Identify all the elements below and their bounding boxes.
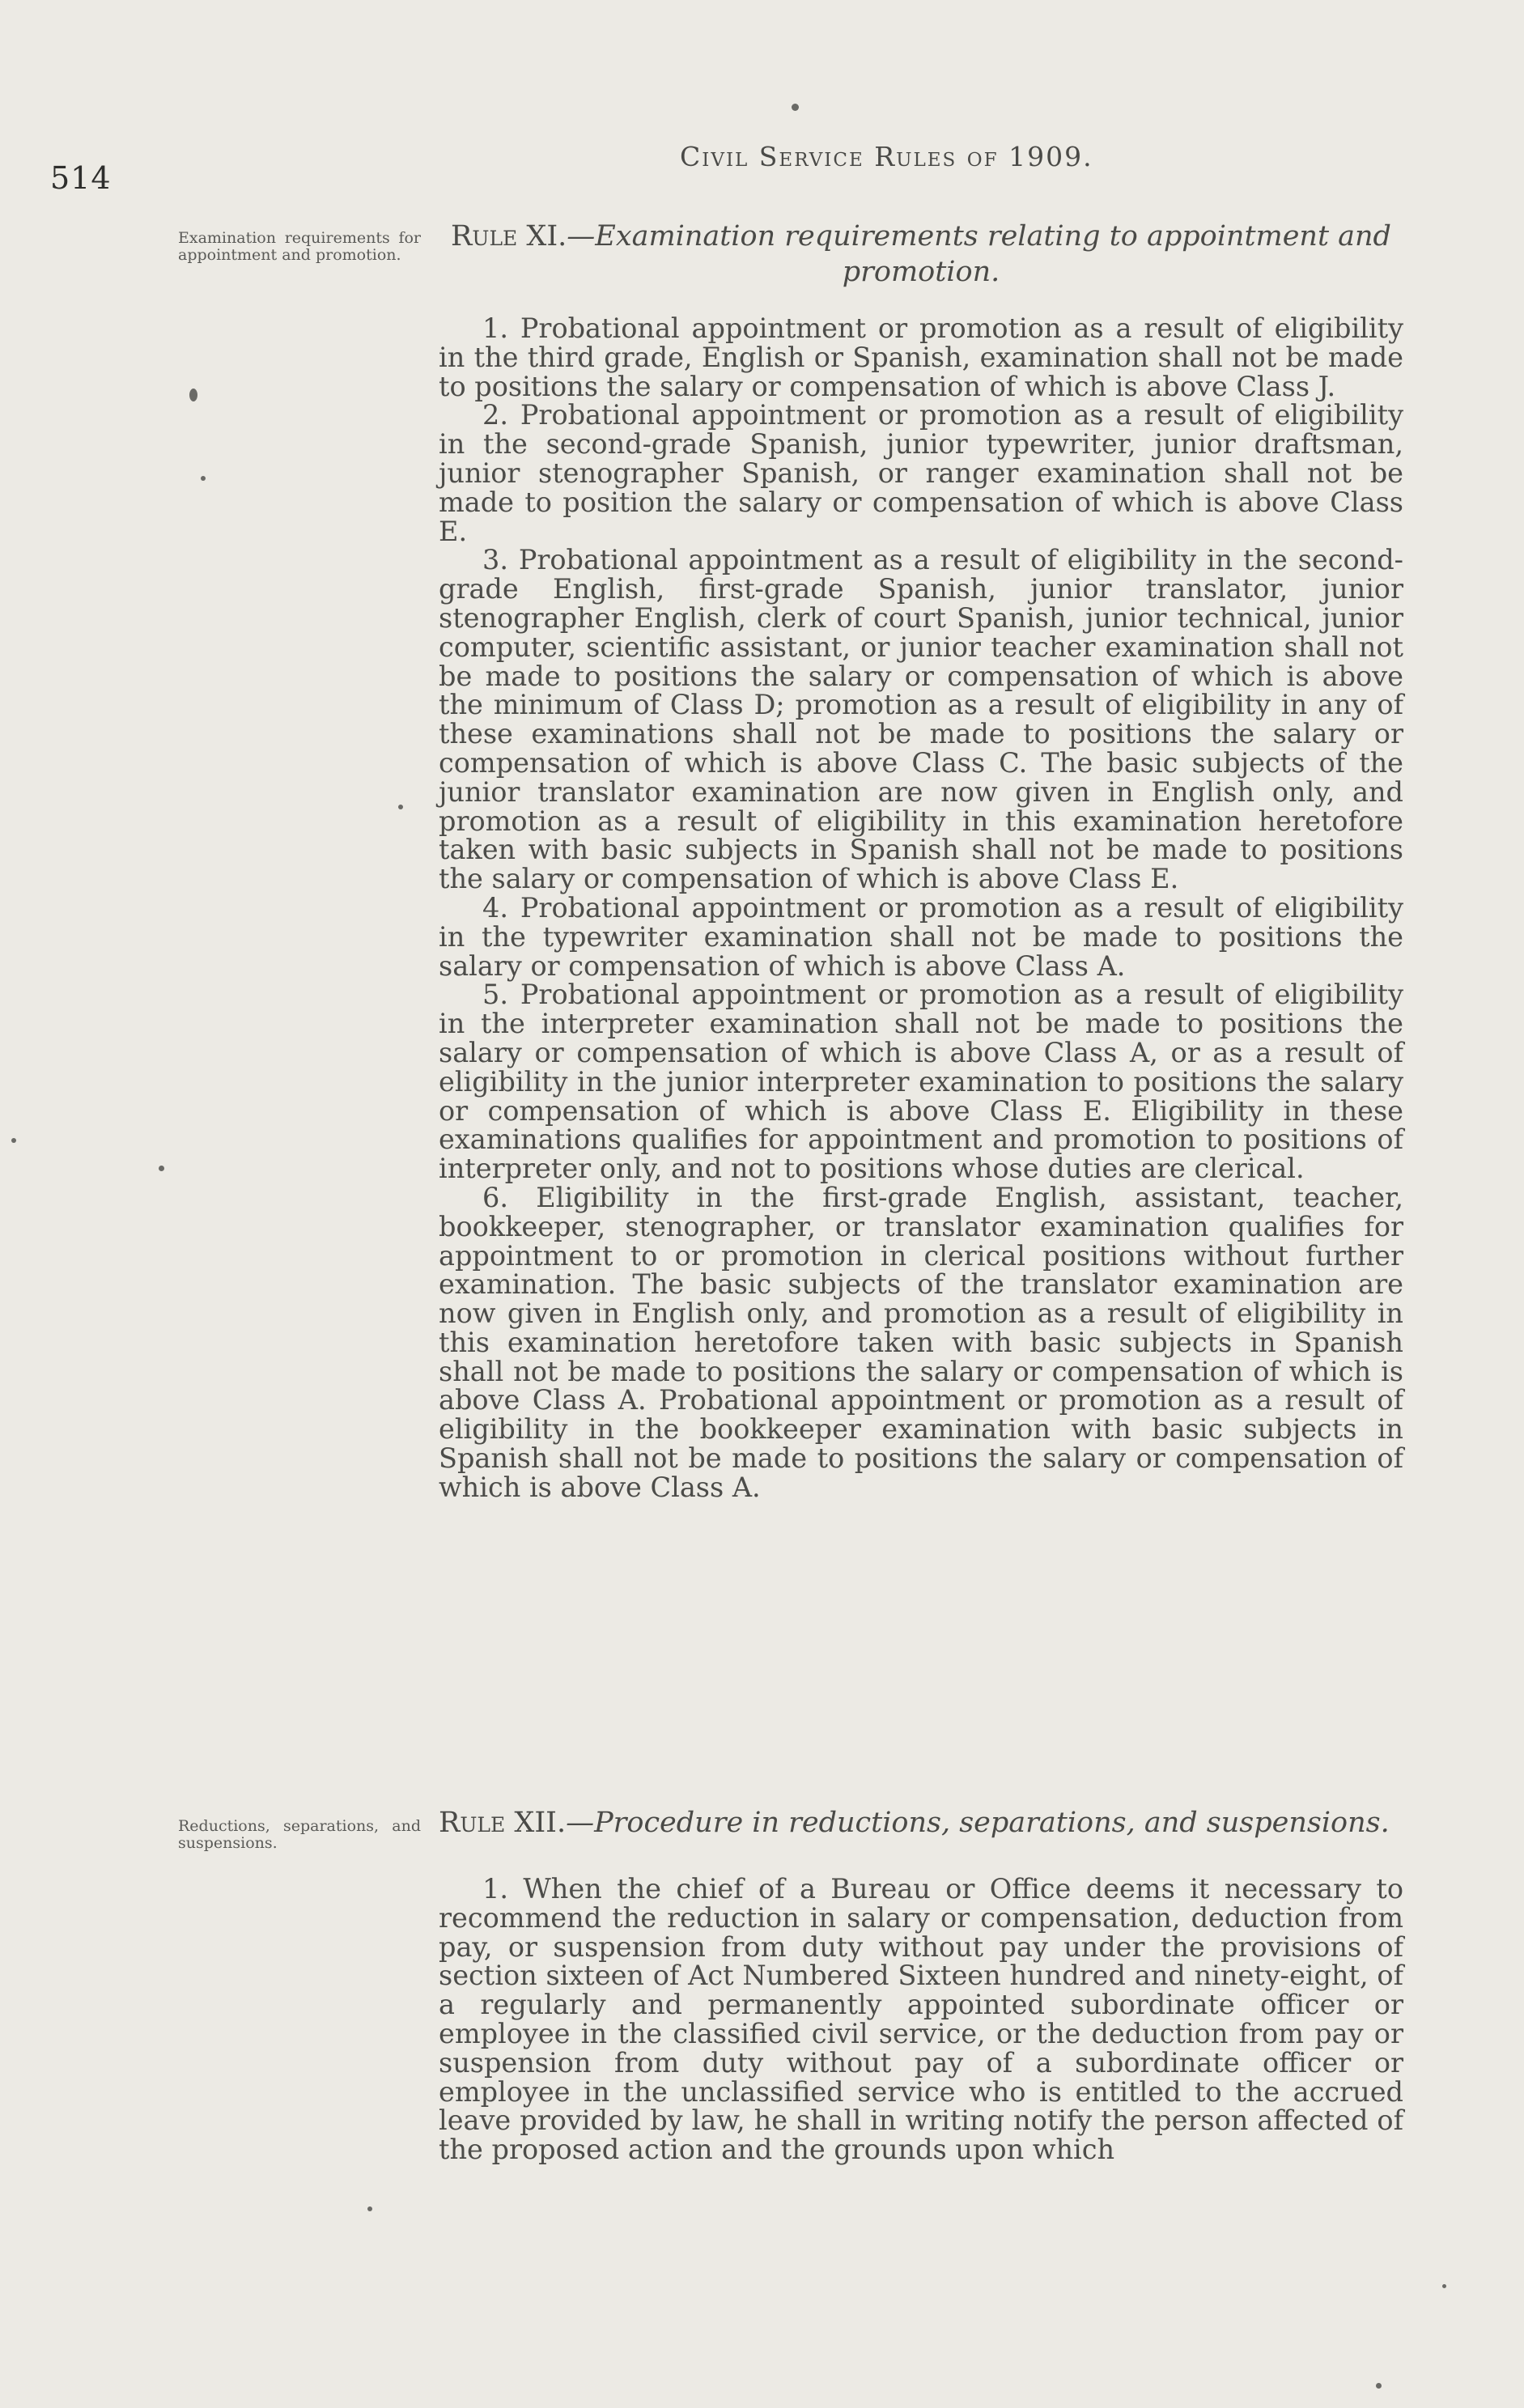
scan-speck [159,1166,164,1171]
rule-xii-body [439,1875,1403,2164]
rule-xi-paragraph-1: 1. Probational appointment or promotion as a result of eligibility in the third grade, English or Spanish, examination shall not be made to positions the salary or compensation of which is above Class J. [439,312,1403,402]
scan-speck [189,389,197,401]
rule-xi-paragraph-4: 4. Probational appointment or promotion as a result of eligibility in the typewriter examination shall not be made to positions the salary or compensation of which is above Class A. [439,891,1403,982]
running-head-text: Civil Service Rules of 1909. [680,141,1093,172]
rule-xi-paragraph-5: 5. Probational appointment or promotion as a result of eligibility in the interpreter examination shall not be made to positions the salary or compensation of which is above Class A, or as a result of eligibility in the junior interpreter examination to positions the salary or compensation of which is above Class E. Eligibility in these examinations qualifies for appointment and promotion to positions of interpreter only, and not to positions whose duties are clerical. [439,979,1403,1185]
scan-speck [398,805,403,809]
margin-note-rule-xi: Examination requirements for appointment and promotion. [178,229,421,264]
rule-xi-body [439,314,1403,1502]
rule-xi-paragraph-6: 6. Eligibility in the first-grade English, assistant, teacher, bookkeeper, stenographer, or translator examination qualifies for appointment to or promotion in clerical positions without further examination. The basic subjects of the translator examination are now given in English only, and promotion as a result of eligibility in this examination heretofore taken with basic subjects in Spanish shall not be made to positions the salary or compensation of which is above Class A. Probational appointment or promotion as a result of eligibility in the bookkeeper examination with basic subjects in Spanish shall not be made to positions the salary or compensation of which is above Class A. [439,1181,1403,1503]
scan-speck [1376,2383,1382,2389]
rule-xi-heading [439,219,1403,290]
scan-speck [367,2206,372,2211]
rule-xi-title: —Examination requirements relating to appointment and promotion. [567,220,1391,288]
running-head [680,141,1182,172]
rule-xi-paragraph-3: 3. Probational appointment as a result of eligibility in the second-grade English, first-grade Spanish, junior translator, junior stenographer English, clerk of court Spanish, junior technical, junior computer, scientific assistant, or junior teacher examination shall not be made to positions the salary or compensation of which is above the minimum of Class D; promotion as a result of eligibility in any of these examinations shall not be made to positions the salary or compensation of which is above Class C. The basic subjects of the junior translator examination are now given in English only, and promotion as a result of eligibility in this examination heretofore taken with basic subjects in Spanish shall not be made to positions the salary or compensation of which is above Class E. [439,544,1403,895]
scan-speck [1442,2284,1446,2288]
rule-xii-number: Rule XII. [439,1807,567,1839]
rule-xii-heading [439,1805,1403,1841]
rule-xii-paragraph-1: 1. When the chief of a Bureau or Office deems it necessary to recommend the reduction in salary or compensation, deduction from pay, or suspension from duty without pay under the provisions of section sixteen of Act Numbered Sixteen hundred and ninety-eight, of a regularly and permanently appointed subordinate officer or employee in the classified civil service, or the deduction from pay or suspension from duty without pay of a subordinate officer or employee in the unclassified service who is entitled to the accrued leave provided by law, he shall in writing notify the person affected of the proposed action and the grounds upon which [439,1873,1403,2166]
scan-speck [201,476,206,481]
scan-speck [11,1138,16,1143]
rule-xi-number: Rule XI. [451,220,567,253]
rule-xii-title: —Procedure in reductions, separations, and suspensions. [566,1807,1390,1839]
page-number: 514 [50,160,112,196]
margin-note-rule-xii: Reductions, separations, and suspensions. [178,1817,421,1852]
rule-xi-paragraph-2: 2. Probational appointment or promotion as a result of eligibility in the second-grade Spanish, junior typewriter, junior draftsman, junior stenographer Spanish, or ranger examination shall not be made to position the salary or compensation of which is above Class E. [439,399,1403,547]
scan-speck [792,104,799,111]
